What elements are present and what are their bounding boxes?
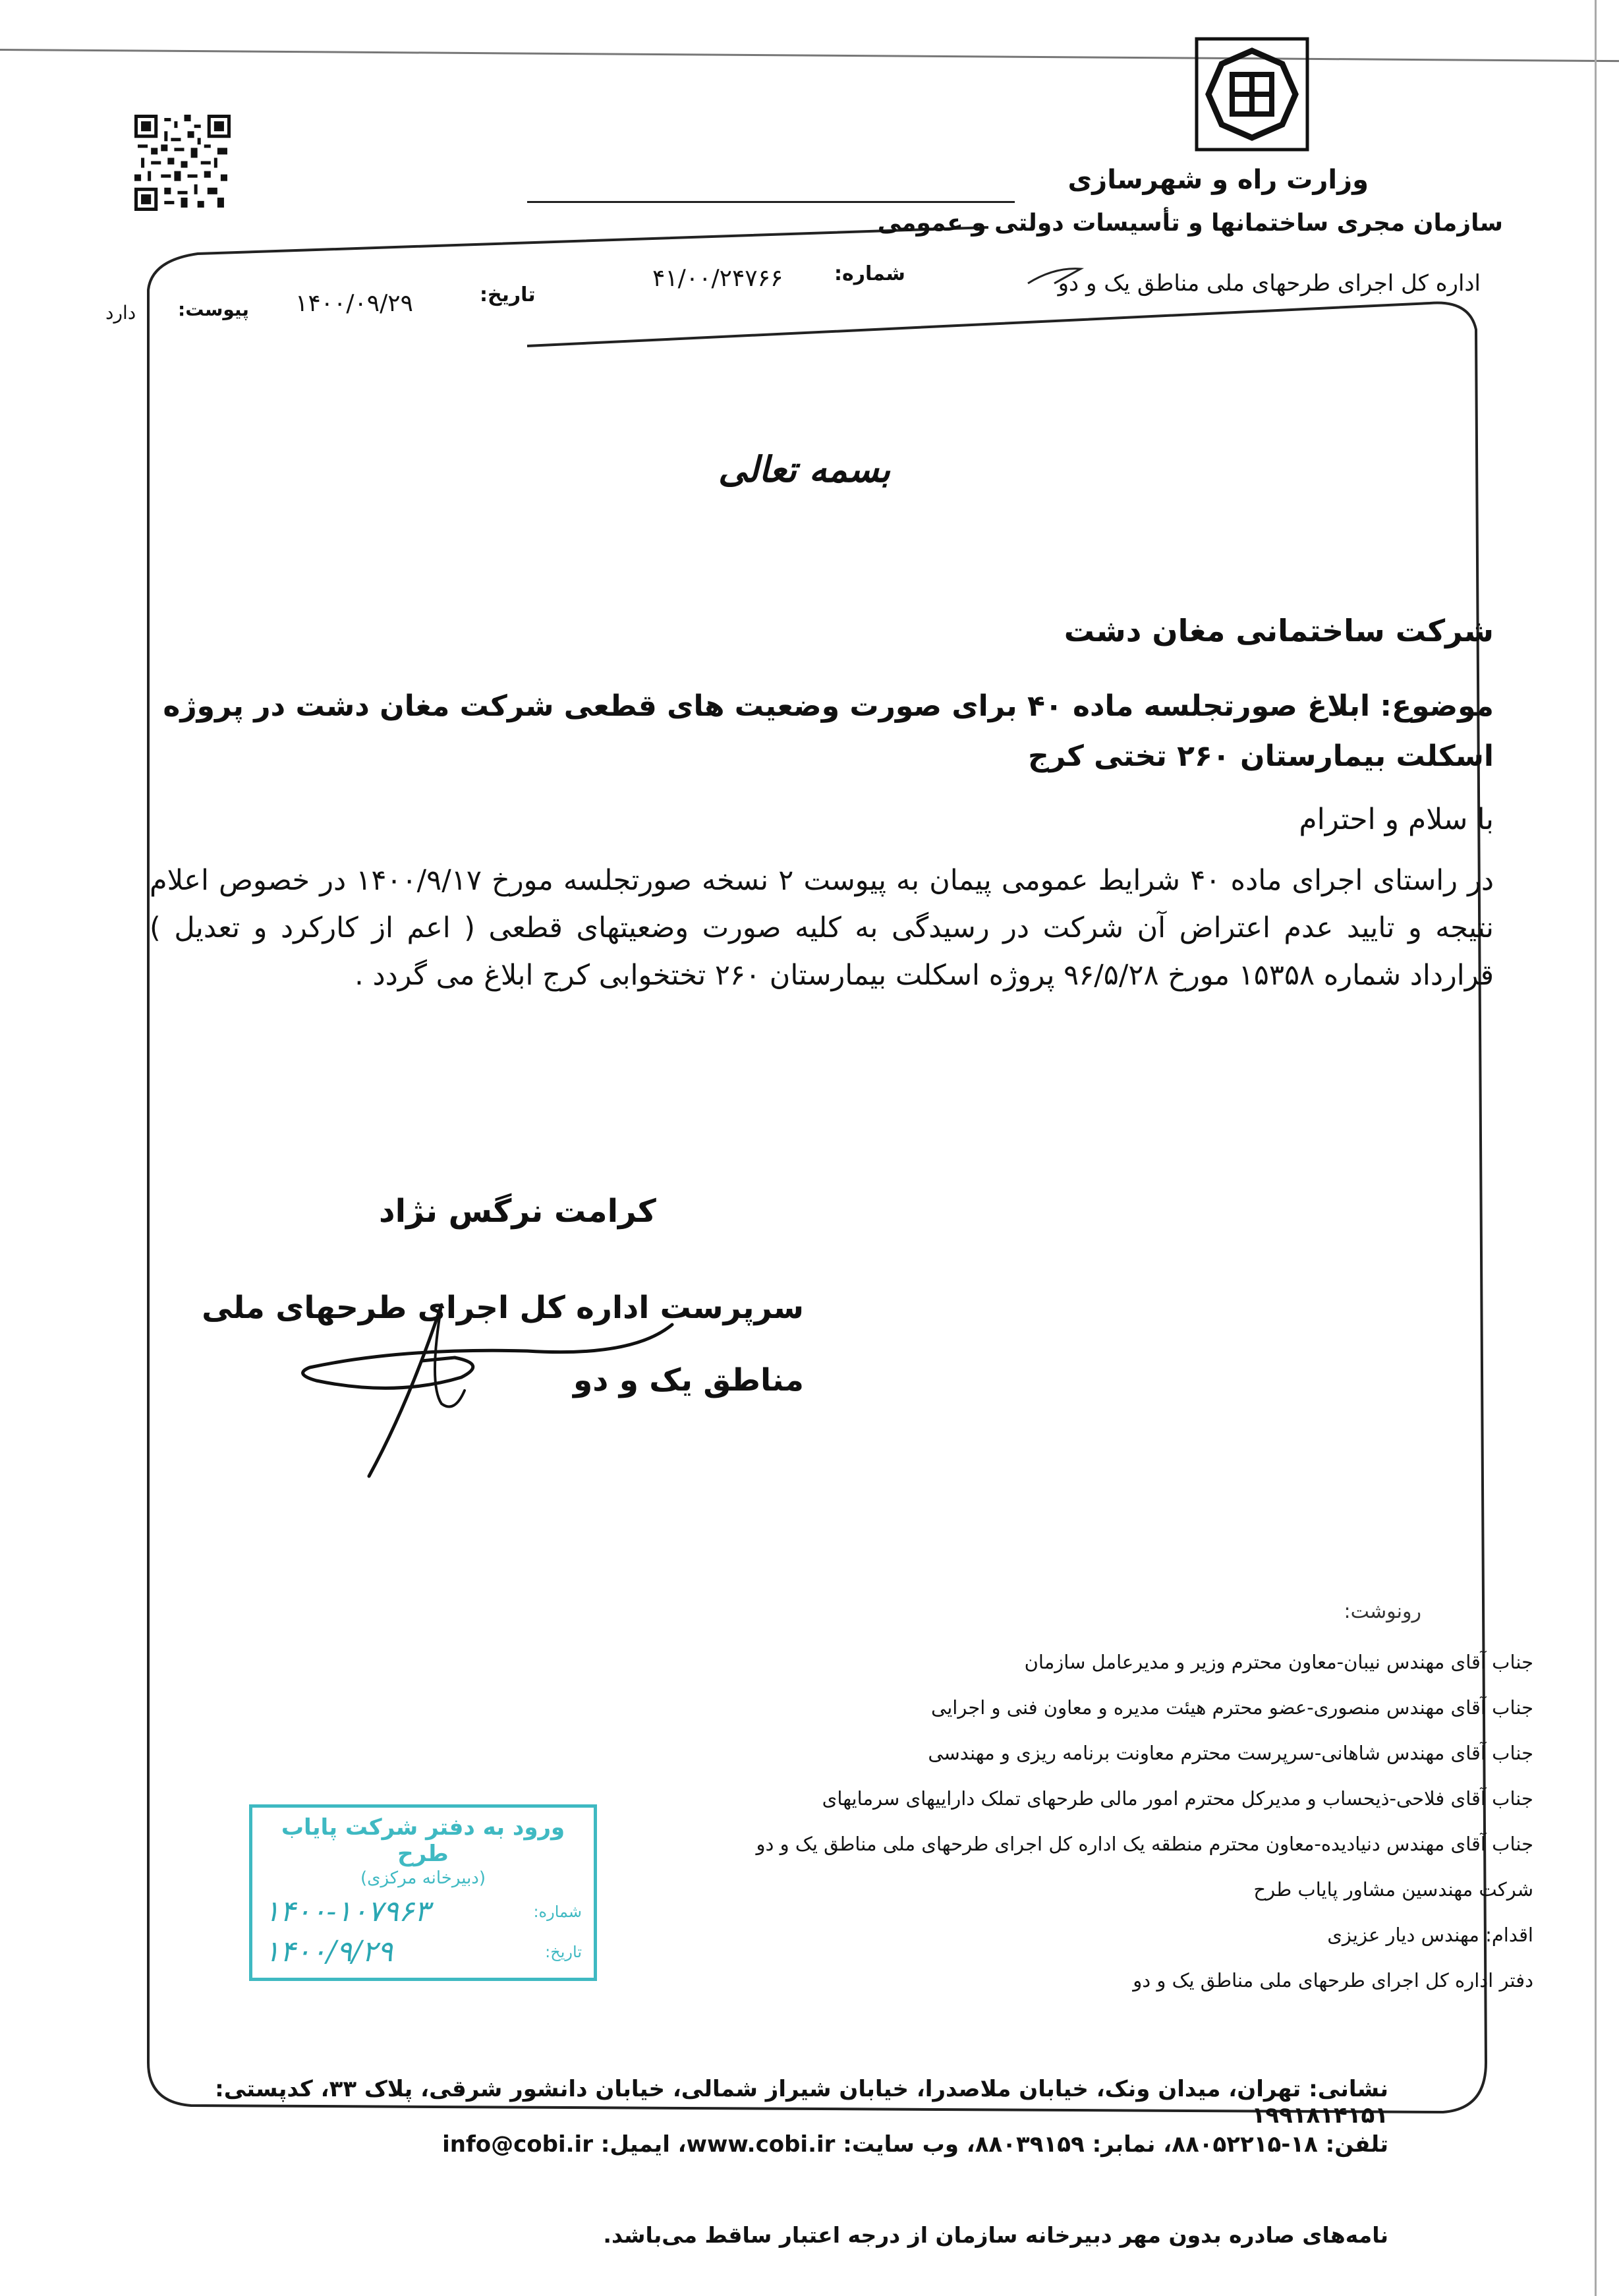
office-name: اداره کل اجرای طرحهای ملی مناطق یک و دو [1058, 270, 1481, 297]
greeting: با سلام و احترام [1299, 803, 1494, 836]
stamp-number-row [264, 1895, 582, 1928]
handwritten-signature [290, 1298, 778, 1496]
subject: موضوع: ابلاغ صورتجلسه ماده ۴۰ برای صورت وضعیت های قطعی شرکت مغان دشت در پروژه اسکلت بیمارستان ۲۶۰ تختی کرج [163, 689, 1494, 773]
cc-item: جناب آقای فلاحی-ذیحساب و مدیرکل محترم امور مالی طرحهای تملک داراییهای سرمایهای [822, 1787, 1533, 1810]
header-divider [527, 201, 1015, 203]
cc-item: جناب آقای مهندس شاهانی-سرپرست محترم معاونت برنامه ریزی و مهندسی [928, 1742, 1533, 1764]
letter-number-label: شماره: [834, 262, 905, 285]
cc-item: دفتر اداره کل اجرای طرحهای ملی مناطق یک و دو [1133, 1969, 1533, 1992]
footer-note: نامه‌های صادره بدون مهر دبیرخانه سازمان از درجه اعتبار ساقط می‌باشد. [603, 2222, 1388, 2248]
cc-item: شرکت مهندسین مشاور پایاب طرح [1253, 1878, 1533, 1901]
stamp-title: ورود به دفتر شرکت پایاب طرح [281, 1814, 565, 1867]
signer-title: سرپرست اداره کل اجرای طرحهای ملی مناطق یک و دو [202, 1290, 804, 1398]
letter-body: در راستای اجرای ماده ۴۰ شرایط عمومی پیمان به پیوست ۲ نسخه صورتجلسه مورخ ۱۴۰۰/۹/۱۷ در خصوص اعلام نتیجه و تایید عدم اعتراض آن شرکت در رسیدگی به کلیه صورت وضعیتهای قطعی ( اعم از کارکرد و تعدیل ) قرارداد شماره ۱۵۳۵۸ مورخ ۹۶/۵/۲۸ پروژه اسکلت بیمارستان ۲۶۰ تختخوابی کرج ابلاغ می گردد . [150, 864, 1494, 992]
cc-heading: رونوشت: [1344, 1600, 1421, 1623]
ministry-logo [1194, 36, 1310, 152]
stamp-date-row [264, 1935, 582, 1968]
letter-number: ۴۱/۰۰/۲۴۷۶۶ [652, 265, 783, 292]
organization-name: سازمان مجری ساختمانها و تأسیسات دولتی و عمومی [877, 210, 1503, 237]
recipient: شرکت ساختمانی مغان دشت [1064, 613, 1494, 648]
signer-name: کرامت نرگس نژاد [379, 1193, 656, 1230]
receipt-stamp [249, 1804, 597, 1981]
stamp-number-label: شماره: [533, 1902, 582, 1921]
attachment-value: دارد [105, 302, 136, 324]
cc-item: اقدام: مهندس دیار عزیزی [1327, 1924, 1533, 1946]
letter-date: ۱۴۰۰/۰۹/۲۹ [295, 290, 413, 317]
stamp-number: ۱۴۰۰-۱۰۷۹۶۳ [264, 1895, 430, 1928]
footer-contact: تلفن: ۱۸-۸۸۰۵۲۲۱۵، نمابر: ۸۸۰۳۹۱۵۹، وب سایت: www.cobi.ir، ایمیل: info@cobi.ir [442, 2131, 1388, 2158]
stamp-date: ۱۴۰۰/۹/۲۹ [264, 1935, 393, 1968]
basmala: بسمه تعالی [718, 448, 891, 490]
cc-item: جناب آقای مهندس منصوری-عضو محترم هیئت مدیره و معاون فنی و اجرایی [931, 1696, 1533, 1719]
attachment-label: پیوست: [178, 299, 249, 320]
letter-date-label: تاریخ: [480, 283, 536, 306]
ministry-name: وزارت راه و شهرسازی [1067, 165, 1369, 195]
stamp-subtitle: (دبیرخانه مرکزی) [360, 1868, 486, 1888]
cc-list [677, 1640, 1533, 2003]
stamp-date-label: تاریخ: [545, 1942, 582, 1961]
footer-address: نشانی: تهران، میدان ونک، خیابان ملاصدرا، خیابان شیراز شمالی، خیابان دانشور شرقی، پلاک ۳۳، کدپستی: ۱۹۹۱۸۱۴۱۵۱ [215, 2076, 1388, 2129]
cc-item: جناب آقای مهندس نیبان-معاون محترم وزیر و مدیرعامل سازمان [1024, 1651, 1533, 1673]
cc-item: جناب آقای مهندس دنیادیده-معاون محترم منطقه یک اداره کل اجرای طرحهای ملی مناطق یک و دو [756, 1833, 1533, 1855]
qr-code [134, 115, 231, 211]
